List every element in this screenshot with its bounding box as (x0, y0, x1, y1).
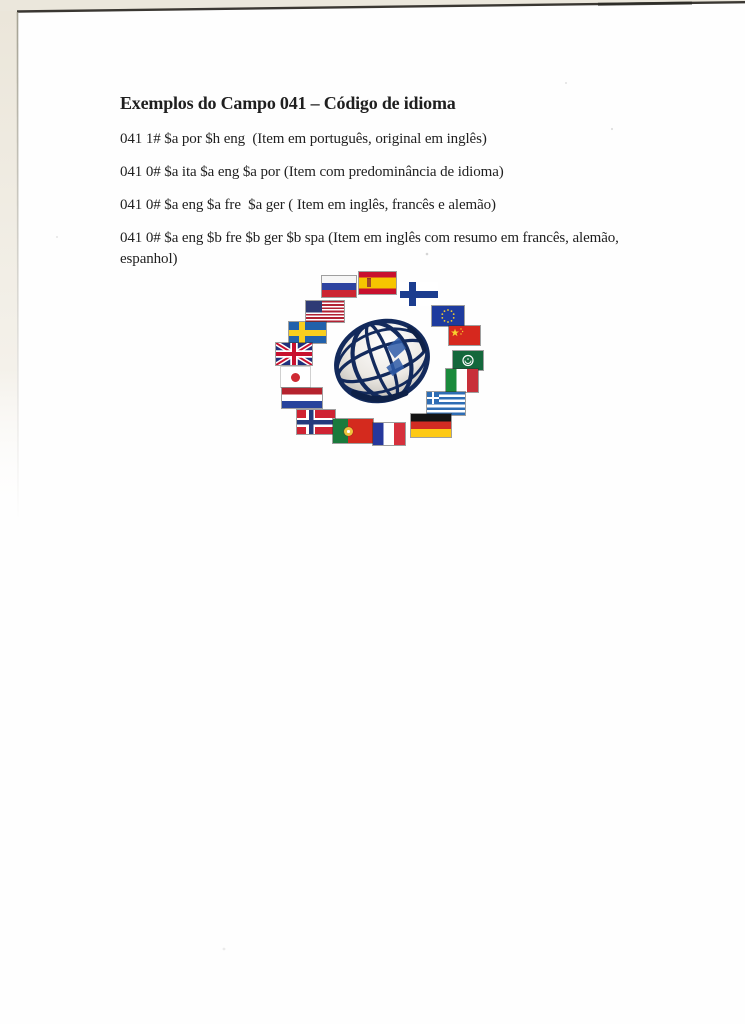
flags-illustration (274, 263, 486, 451)
example-line-1: 041 1# $a por $h eng (Item em português, original em inglês) (120, 131, 487, 147)
example-line-3: 041 0# $a eng $a fre $a ger ( Item em inglês, francês e alemão) (120, 197, 496, 213)
page-left-edge (18, 12, 19, 521)
scanner-bed-left (0, 11, 17, 523)
flag-finland-icon (400, 282, 438, 306)
flag-norway-icon (297, 410, 335, 434)
scanner-bed-top (0, 0, 745, 12)
flag-united-kingdom-icon (276, 343, 312, 365)
flag-china-icon (449, 326, 480, 345)
flag-russia-icon (322, 276, 356, 297)
example-line-4: 041 0# $a eng $b fre $b ger $b spa (Item em inglês com resumo em francês, alemão, espanhol) (120, 230, 623, 267)
flag-greece-icon (427, 392, 465, 415)
flag-japan-icon (281, 367, 310, 387)
globe-icon (330, 315, 434, 407)
flag-sweden-icon (289, 322, 326, 343)
page-top-edge (17, 2, 745, 11)
document-body (120, 93, 665, 270)
flag-portugal-icon (333, 419, 373, 443)
flag-france-icon (373, 423, 405, 445)
arab-league-emblem (453, 351, 483, 370)
flag-spain-icon (359, 272, 396, 294)
china-stars (449, 326, 480, 345)
page-title: Exemplos do Campo 041 – Código de idioma (120, 93, 456, 113)
flag-arab-league-icon (453, 351, 483, 370)
example-line-2: 041 0# $a ita $a eng $a por (Item com predominância de idioma) (120, 164, 504, 180)
flag-italy-icon (446, 369, 478, 392)
flag-netherlands-icon (282, 388, 322, 408)
eu-stars (432, 306, 464, 326)
flag-usa-icon (306, 301, 344, 322)
union-jack (276, 343, 312, 365)
flag-germany-icon (411, 414, 451, 437)
flag-european-union-icon (432, 306, 464, 326)
